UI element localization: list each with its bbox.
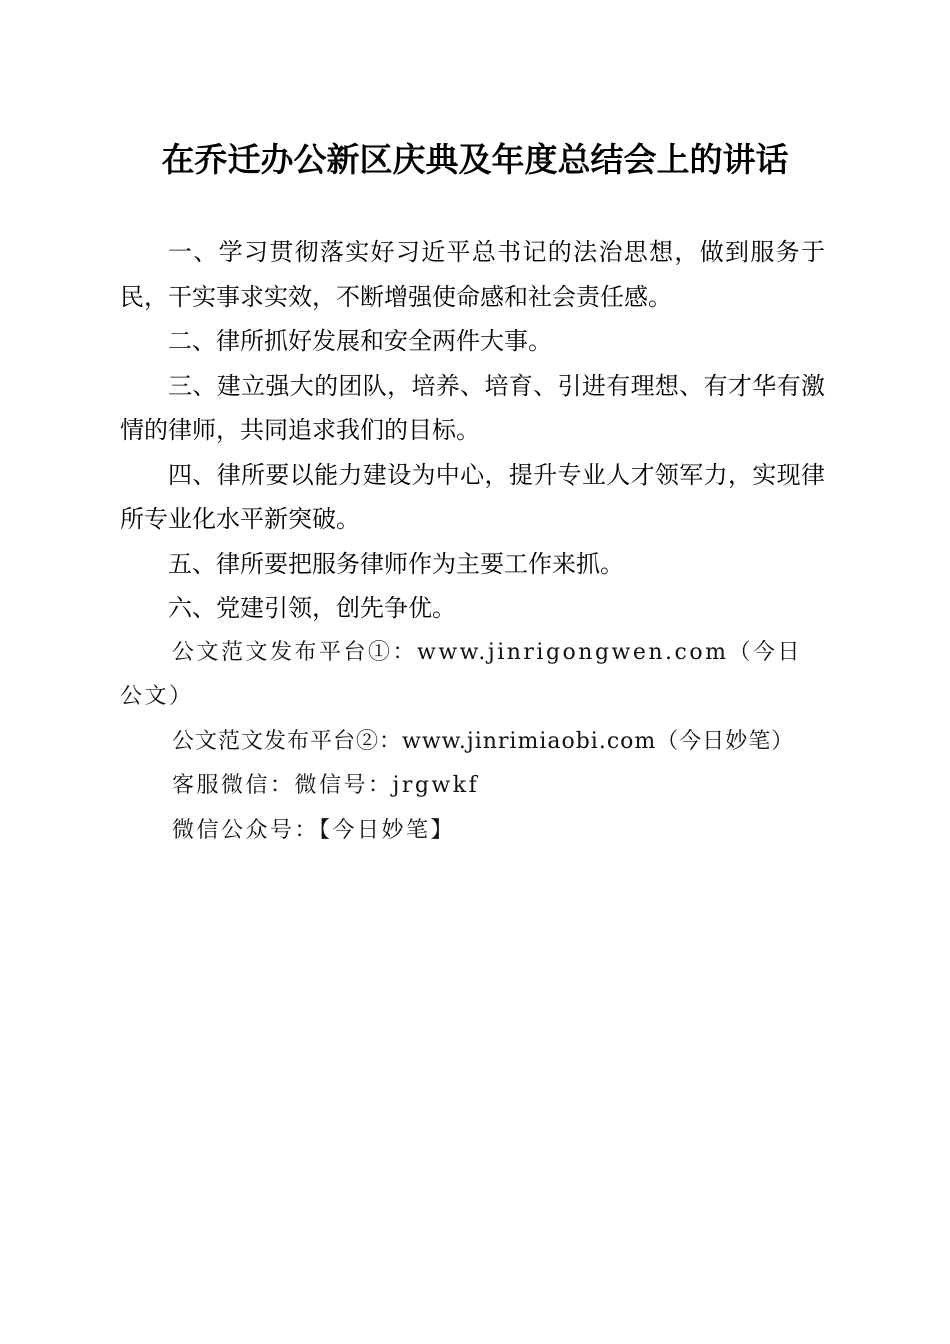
paragraph-2: 二、律所抓好发展和安全两件大事。	[168, 327, 552, 355]
paragraph-6: 六、党建引领，创先争优。	[168, 594, 456, 622]
document-body	[120, 230, 825, 853]
platform-2-line: 公文范文发布平台②：www.jinrimiaobi.com（今日妙笔）	[172, 728, 795, 754]
paragraph-4: 四、律所要以能力建设为中心，提升专业人才领军力，实现律所专业化水平新突破。	[120, 460, 825, 533]
service-wechat-line: 客服微信：微信号：jrgwkf	[172, 773, 480, 798]
official-account-line: 微信公众号：【今日妙笔】	[172, 817, 456, 843]
paragraph-1: 一、学习贯彻落实好习近平总书记的法治思想，做到服务于民，干实事求实效，不断增强使命感和社会责任感。	[120, 238, 825, 311]
platform-1-line: 公文范文发布平台①：www.jinrigongwen.com（今日公文）	[120, 639, 802, 709]
paragraph-5: 五、律所要把服务律师作为主要工作来抓。	[168, 549, 624, 578]
paragraph-3: 三、建立强大的团队，培养、培育、引进有理想、有才华有激情的律师，共同追求我们的目标。	[120, 371, 825, 444]
document-title: 在乔迁办公新区庆典及年度总结会上的讲话	[161, 140, 789, 179]
